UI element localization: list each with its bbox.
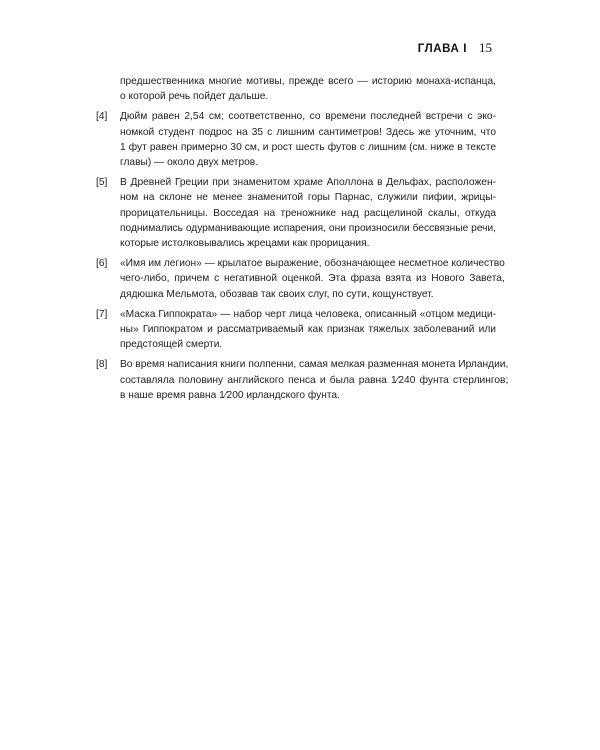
endnote-continuation [96,74,496,104]
endnote-line: Во время написания книги полпенни, самая мелкая разменная монета Ирландии, [120,359,509,371]
endnote-line: номкой студент подрос на 35 с лишним сантиметров! Здесь же уточним, что [120,126,496,138]
endnote-number [96,74,120,104]
endnote-line: чего-либо, причем с негативной оценкой. Эта фраза взята из Нового Завета, [120,273,505,285]
endnote-7 [96,307,496,353]
endnote-text [120,357,508,403]
page-number: 15 [479,40,492,55]
endnote-text [120,307,496,353]
endnote-line: о которой речь пойдет дальше. [120,91,269,103]
endnote-text [120,256,505,302]
endnote-8 [96,357,509,403]
endnote-line: предстоящей смерти. [120,339,223,351]
endnote-line: в наше время равна 1⁄200 ирландского фунта. [120,389,340,401]
endnote-text [120,74,496,104]
endnote-text [120,109,496,170]
endnote-line: прорицательницы. Восседая на треножнике над расщелиной скалы, откуда [120,207,496,219]
endnote-number: [5] [96,177,108,189]
endnote-4 [96,109,496,170]
endnote-line: В Древней Греции при знаменитом храме Аполлона в Дельфах, расположен- [120,177,496,189]
running-header [418,40,492,56]
endnote-number: [7] [96,308,108,320]
endnote-6 [96,256,505,302]
chapter-title: ГЛАВА I [417,43,467,55]
endnote-line: главы) — около двух метров. [120,157,259,169]
endnote-line: дядюшка Мельмота, обозвав так своих слуг, по сути, кощунствует. [120,288,434,300]
endnote-line: которые истолковывались жрецами как прорицания. [120,238,370,250]
endnote-line: «Маска Гиппократа» — набор черт лица человека, описанный «отцом медици- [120,308,496,320]
endnote-line: Дюйм равен 2,54 см; соответственно, со времени последней встречи с эко- [120,111,496,123]
endnote-line: поднимались одурманивающие испарения, они произносили бессвязные речи, [120,222,496,234]
endnote-number: [4] [96,111,108,123]
endnote-line: «Имя им легион» — крылатое выражение, обозначающее несметное количество [120,258,505,270]
endnote-line: составляла половину английского пенса и была равна 1⁄240 фунта стерлингов; [120,374,509,386]
endnote-line: ны» Гиппократом и рассматриваемый как признак тяжелых заболеваний или [120,324,496,336]
endnotes-list [96,74,509,408]
endnote-line: предшественника многие мотивы, прежде всего — историю монаха-испанца, [120,76,496,87]
endnote-number: [6] [96,258,108,270]
endnote-5 [96,175,496,251]
endnote-number: [8] [96,359,108,371]
endnote-line: 1 фут равен примерно 30 см, и рост шесть футов с лишним (см. ниже в тексте [120,141,496,153]
endnote-line: ном на склоне не менее знаменитой горы Парнас, служили пифии, жрицы- [120,192,496,204]
endnote-text [120,175,496,251]
